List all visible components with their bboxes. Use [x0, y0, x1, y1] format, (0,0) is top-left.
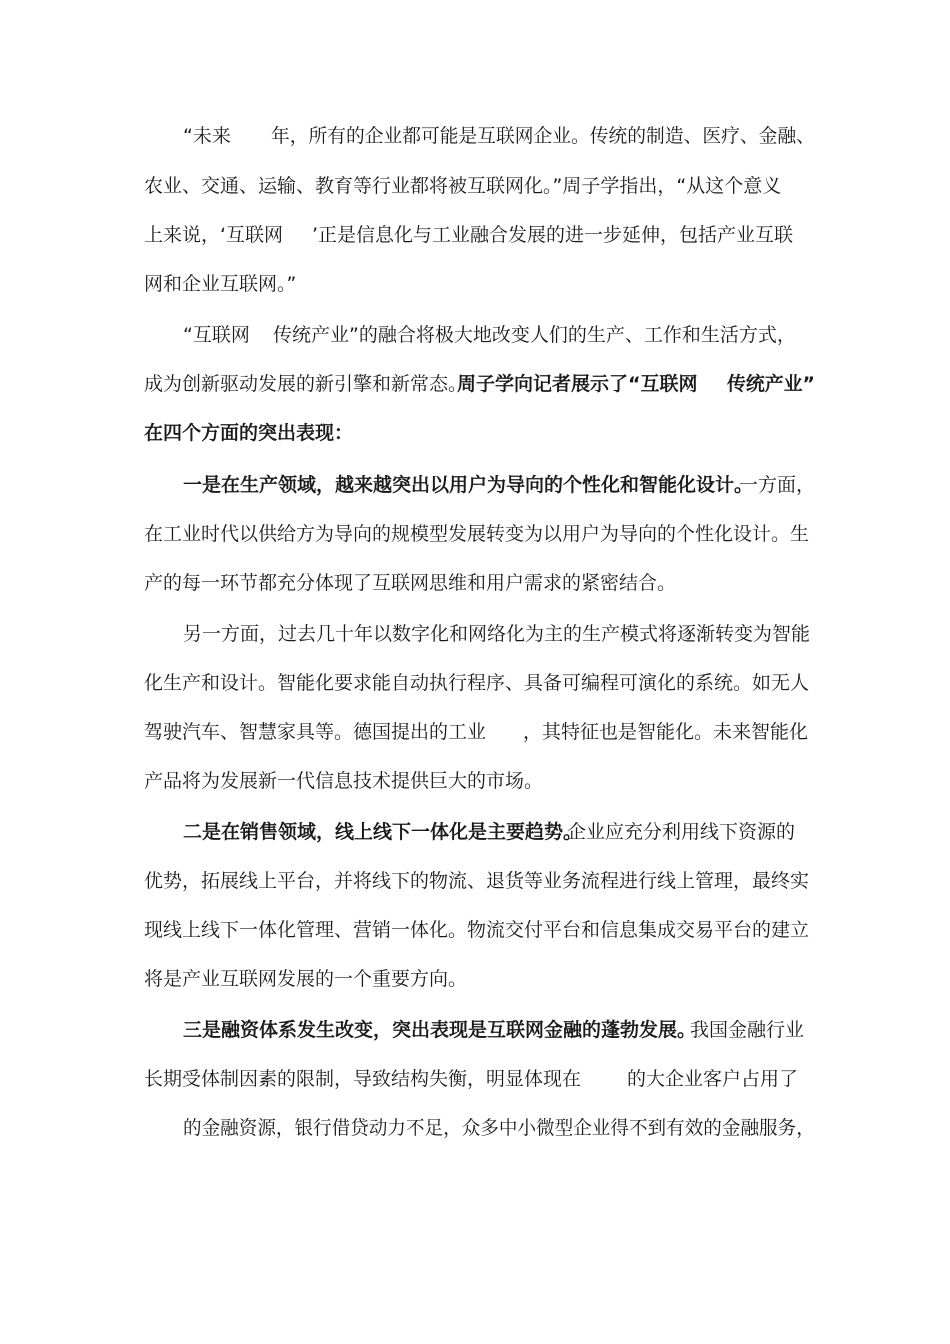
text-line — [0, 619, 950, 649]
text-line — [0, 1015, 950, 1045]
text-segment: 现线上线下一体化管理、营销一体化。物流交付平台和信息集成交易平台的建立 — [144, 919, 810, 941]
text-segment: 网和企业互联网。” — [144, 273, 297, 295]
text-line — [0, 717, 950, 747]
text-line — [0, 519, 950, 549]
text-line — [0, 866, 950, 896]
text-segment: 将是产业互联网发展的一个重要方向。 — [144, 968, 468, 990]
text-segment: 传统产业”的融合将极大地改变人们的生产、工作和生活方式， — [273, 324, 796, 346]
text-segment: 另一方面，过去几十年以数字化和网络化为主的生产模式将逐渐转变为智能 — [183, 623, 811, 645]
bold-text-segment: 在四个方面的突出表现： — [144, 422, 354, 444]
text-line — [0, 470, 950, 500]
text-segment: 在工业时代以供给方为导向的规模型发展转变为以用户为导向的个性化设计。生 — [144, 523, 810, 545]
bold-text-segment: 三是融资体系发生改变，突出表现是互联网金融的蓬勃发展。 — [183, 1019, 697, 1041]
text-segment: 优势，拓展线上平台，并将线下的物流、退货等业务流程进行线上管理，最终实 — [144, 870, 810, 892]
text-segment: 上来说，‘互联网 — [144, 224, 284, 246]
text-segment: 我国金融行业 — [690, 1019, 805, 1041]
bold-text-segment: 一是在生产领域，越来越突出以用户为导向的个性化和智能化设计。 — [183, 474, 754, 496]
text-line — [0, 964, 950, 994]
text-segment: 的金融资源，银行借贷动力不足，众多中小微型企业得不到有效的金融服务， — [183, 1117, 815, 1139]
text-line — [0, 269, 950, 299]
text-line — [0, 121, 950, 151]
bold-text-segment: 传统产业” — [727, 373, 815, 395]
bold-text-segment: 二是在销售领域，线上线下一体化是主要趋势。 — [183, 821, 583, 843]
text-segment: ，其特征也是智能化。未来智能化 — [523, 721, 809, 743]
text-segment: 产品将为发展新一代信息技术提供巨大的市场。 — [144, 770, 544, 792]
text-line — [0, 220, 950, 250]
text-segment: 成为创新驱动发展的新引擎和新常态。 — [144, 373, 468, 395]
text-line — [0, 320, 950, 350]
text-segment: 农业、交通、运输、教育等行业都将被互联网化。”周子学指出，“从这个意义 — [144, 175, 782, 197]
text-segment: 化生产和设计。智能化要求能自动执行程序、具备可编程可演化的系统。如无人 — [144, 672, 810, 694]
text-line — [0, 668, 950, 698]
text-segment: 驾驶汽车、智慧家具等。德国提出的工业 — [144, 721, 487, 743]
text-line — [0, 1113, 950, 1143]
text-line — [0, 171, 950, 201]
text-segment: 一方面， — [739, 474, 816, 496]
text-line — [0, 369, 950, 399]
text-segment: “未来 — [183, 125, 231, 147]
text-segment: “互联网 — [183, 324, 250, 346]
text-line — [0, 568, 950, 598]
text-segment: 企业应充分利用线下资源的 — [567, 821, 796, 843]
text-line — [0, 817, 950, 847]
bold-text-segment: 周子学向记者展示了“互联网 — [457, 373, 698, 395]
text-segment: 长期受体制因素的限制，导致结构失衡，明显体现在 — [144, 1068, 582, 1090]
text-line — [0, 915, 950, 945]
text-segment: 产的每一环节都充分体现了互联网思维和用户需求的紧密结合。 — [144, 572, 677, 594]
text-line — [0, 1064, 950, 1094]
text-line — [0, 766, 950, 796]
text-segment: 的大企业客户占用了 — [627, 1068, 799, 1090]
text-line — [0, 418, 950, 448]
text-segment: 年，所有的企业都可能是互联网企业。传统的制造、医疗、金融、 — [271, 125, 815, 147]
text-segment: ’正是信息化与工业融合发展的进一步延伸，包括产业互联 — [312, 224, 794, 246]
